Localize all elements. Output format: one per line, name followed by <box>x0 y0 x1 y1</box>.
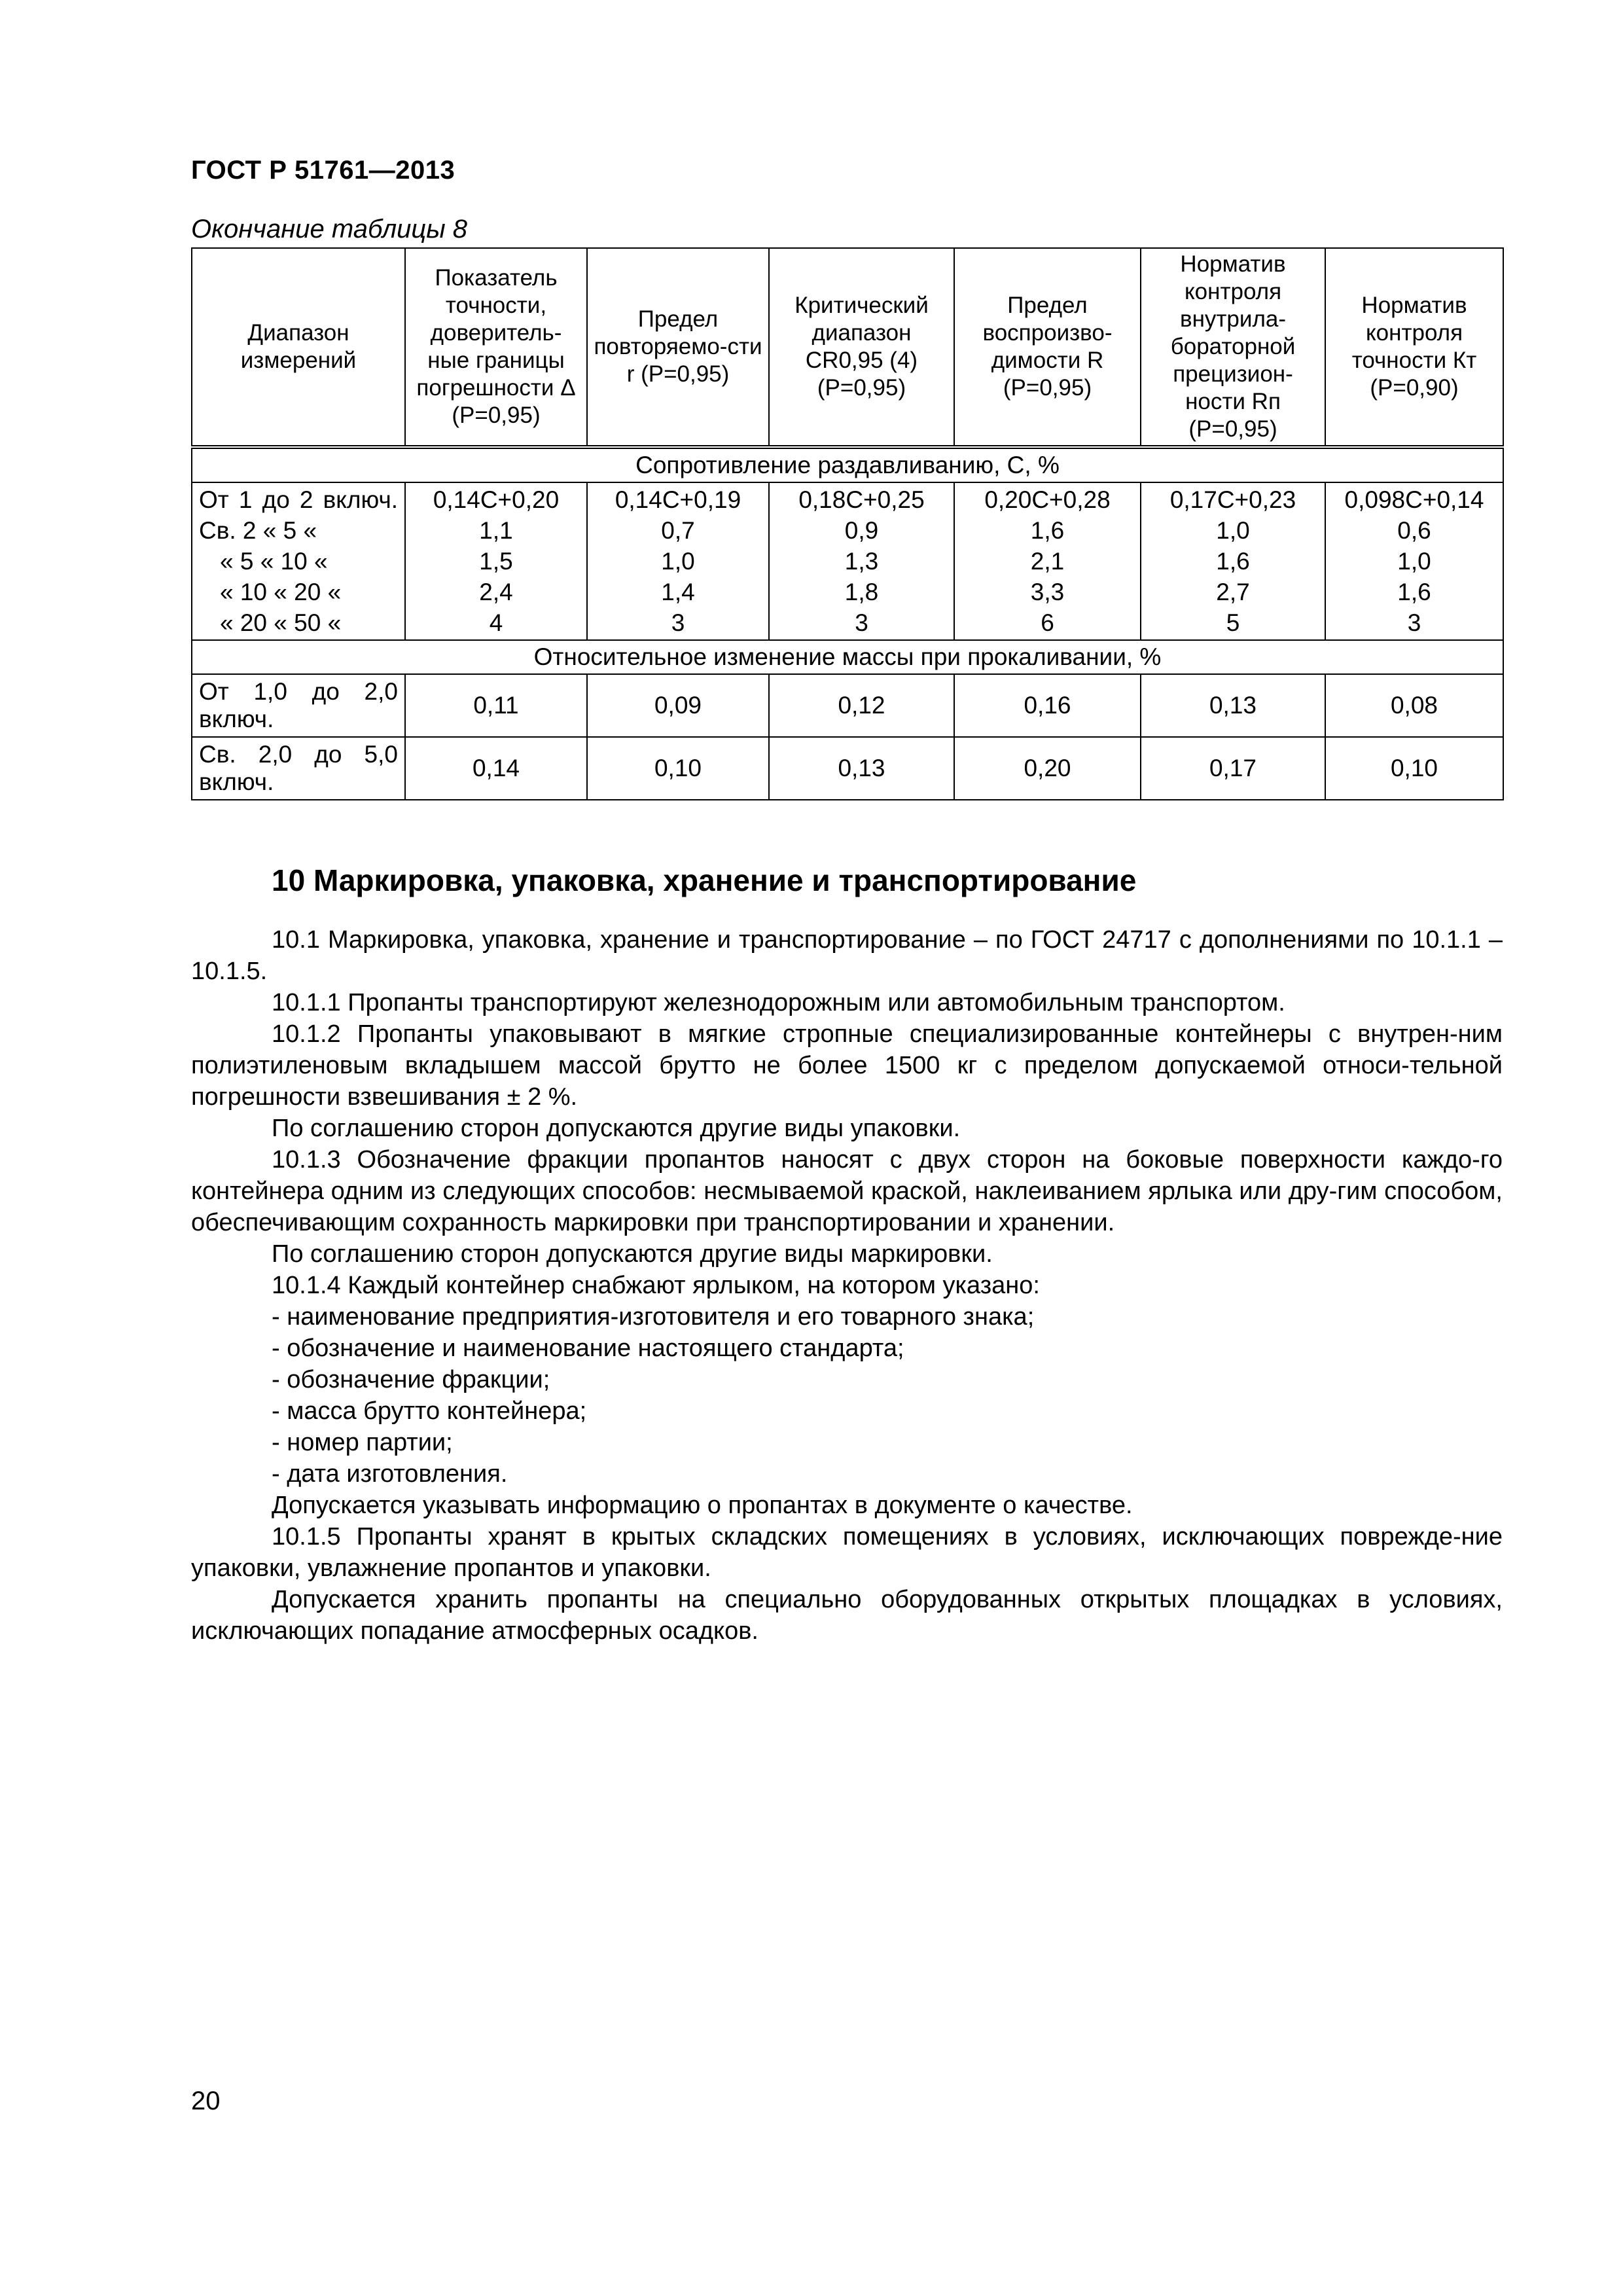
value-cell: 0,08 <box>1325 674 1503 737</box>
paragraph: 10.1 Маркировка, упаковка, хранение и транспортирование – по ГОСТ 24717 с дополнениями по 10.1.1 – 10.1.5. <box>191 926 1503 985</box>
value: 6 <box>1041 609 1054 636</box>
column-header: Критический диапазон CR0,95 (4) (P=0,95) <box>769 248 954 447</box>
value: 3 <box>671 609 685 636</box>
column-header: Норматив контроля точности Кт (P=0,90) <box>1325 248 1503 447</box>
paragraph: 10.1.3 Обозначение фракции пропантов наносят с двух сторон на боковые поверхности каждо-го контейнера одним из следующих способов: несмываемой краской, наклеиванием ярлыка или дру-гим способом, обеспечивающим сохранность маркировки при транспортировании и хранении. <box>191 1146 1503 1236</box>
value: 0,14С+0,19 <box>615 486 741 513</box>
value-cell: 0,10 <box>1325 737 1503 800</box>
table-caption: Окончание таблицы 8 <box>191 215 468 243</box>
value: 1,4 <box>661 579 695 605</box>
value: 0,7 <box>661 517 695 544</box>
value: 1,1 <box>479 517 513 544</box>
list-item: - масса брутто контейнера; <box>272 1397 587 1425</box>
value-cell: 0,16 <box>954 674 1141 737</box>
value: 1,6 <box>1397 579 1431 605</box>
section-heading: 10 Маркировка, упаковка, хранение и транспортирование <box>272 863 1137 897</box>
value-cell: 0,13 <box>769 737 954 800</box>
value-cell: 0,14 <box>405 737 587 800</box>
table-row <box>192 482 1503 640</box>
value: 1,0 <box>661 548 695 575</box>
value: 3 <box>1407 609 1421 636</box>
value-cell: 0,11 <box>405 674 587 737</box>
value: 0,6 <box>1397 517 1431 544</box>
column-header: Диапазон измерений <box>192 248 405 447</box>
value: 2,1 <box>1030 548 1065 575</box>
value-cell: 0,20 <box>954 737 1141 800</box>
value: 3,3 <box>1030 579 1065 605</box>
paragraph: 10.1.1 Пропанты транспортируют железнодорожным или автомобильным транспортом. <box>272 989 1285 1016</box>
range-cell <box>192 482 405 640</box>
column-header: Предел повторяемо-сти r (P=0,95) <box>587 248 769 447</box>
value: 3 <box>855 609 868 636</box>
list-item: - наименование предприятия-изготовителя и его товарного знака; <box>272 1303 1035 1331</box>
paragraph: 10.1.2 Пропанты упаковывают в мягкие стропные специализированные контейнеры с внутрен-ним полиэтиленовым вкладышем массой брутто не более 1500 кг с пределом допускаемой относи-тельной погрешности взвешивания ± 2 %. <box>191 1020 1503 1111</box>
range-label: « 10 « 20 « <box>220 579 342 605</box>
value: 1,3 <box>844 548 879 575</box>
value-cell: 0,13 <box>1141 674 1325 737</box>
range-cell: От 1,0 до 2,0 включ. <box>192 674 405 737</box>
standard-designation: ГОСТ Р 51761—2013 <box>191 156 455 185</box>
list-item: - дата изготовления. <box>272 1460 508 1488</box>
paragraph: 10.1.5 Пропанты хранят в крытых складских помещениях в условиях, исключающих поврежде-ние упаковки, увлажнение пропантов и упаковки. <box>191 1523 1503 1582</box>
value: 4 <box>489 609 503 636</box>
value-cell <box>1141 482 1325 640</box>
value: 2,7 <box>1216 579 1250 605</box>
value-cell: 0,10 <box>587 737 769 800</box>
list-item: - номер партии; <box>272 1429 453 1456</box>
paragraph: 10.1.4 Каждый контейнер снабжают ярлыком, на котором указано: <box>272 1272 1040 1299</box>
section-title: Относительное изменение массы при прокаливании, % <box>192 640 1503 674</box>
value: 0,9 <box>844 517 879 544</box>
value: 0,14С+0,20 <box>433 486 560 513</box>
column-header: Предел воспроизво-димости R (P=0,95) <box>954 248 1141 447</box>
value: 0,18С+0,25 <box>798 486 925 513</box>
table-8 <box>191 247 1504 800</box>
table-row <box>192 737 1503 800</box>
value: 1,5 <box>479 548 513 575</box>
value: 1,6 <box>1030 517 1065 544</box>
table-row <box>192 674 1503 737</box>
paragraph: Допускается указывать информацию о пропантах в документе о качестве. <box>272 1492 1133 1519</box>
value: 1,8 <box>844 579 879 605</box>
paragraph: Допускается хранить пропанты на специально оборудованных открытых площадках в условиях, исключающих попадание атмосферных осадков. <box>191 1586 1503 1645</box>
value: 1,0 <box>1216 517 1250 544</box>
value-cell <box>405 482 587 640</box>
value-cell: 0,12 <box>769 674 954 737</box>
value: 0,17С+0,23 <box>1169 486 1296 513</box>
value: 1,6 <box>1216 548 1250 575</box>
column-header: Норматив контроля внутрила-бораторной прецизион-ности Rп (P=0,95) <box>1141 248 1325 447</box>
list-item: - обозначение и наименование настоящего стандарта; <box>272 1335 904 1362</box>
page-number: 20 <box>191 2087 221 2115</box>
value-cell: 0,17 <box>1141 737 1325 800</box>
column-header: Показатель точности, доверитель-ные границы погрешности Δ (P=0,95) <box>405 248 587 447</box>
value: 0,20С+0,28 <box>984 486 1111 513</box>
value-cell <box>769 482 954 640</box>
paragraph: По соглашению сторон допускаются другие виды упаковки. <box>272 1115 961 1142</box>
range-label: Св. 2 « 5 « <box>199 517 317 544</box>
value-cell <box>954 482 1141 640</box>
value-cell <box>587 482 769 640</box>
section-body <box>191 924 1503 1647</box>
value: 2,4 <box>479 579 513 605</box>
range-label: « 5 « 10 « <box>220 548 328 575</box>
list-item: - обозначение фракции; <box>272 1366 550 1393</box>
value: 0,098С+0,14 <box>1344 486 1484 513</box>
paragraph: По соглашению сторон допускаются другие виды маркировки. <box>272 1240 993 1268</box>
section-title: Сопротивление раздавливанию, С, % <box>192 447 1503 482</box>
value-cell <box>1325 482 1503 640</box>
range-label: « 20 « 50 « <box>220 609 342 636</box>
table-header-row <box>192 248 1503 447</box>
range-cell: Св. 2,0 до 5,0 включ. <box>192 737 405 800</box>
range-label: От 1 до 2 включ. <box>199 486 398 513</box>
value-cell: 0,09 <box>587 674 769 737</box>
value: 5 <box>1226 609 1240 636</box>
value: 1,0 <box>1397 548 1431 575</box>
